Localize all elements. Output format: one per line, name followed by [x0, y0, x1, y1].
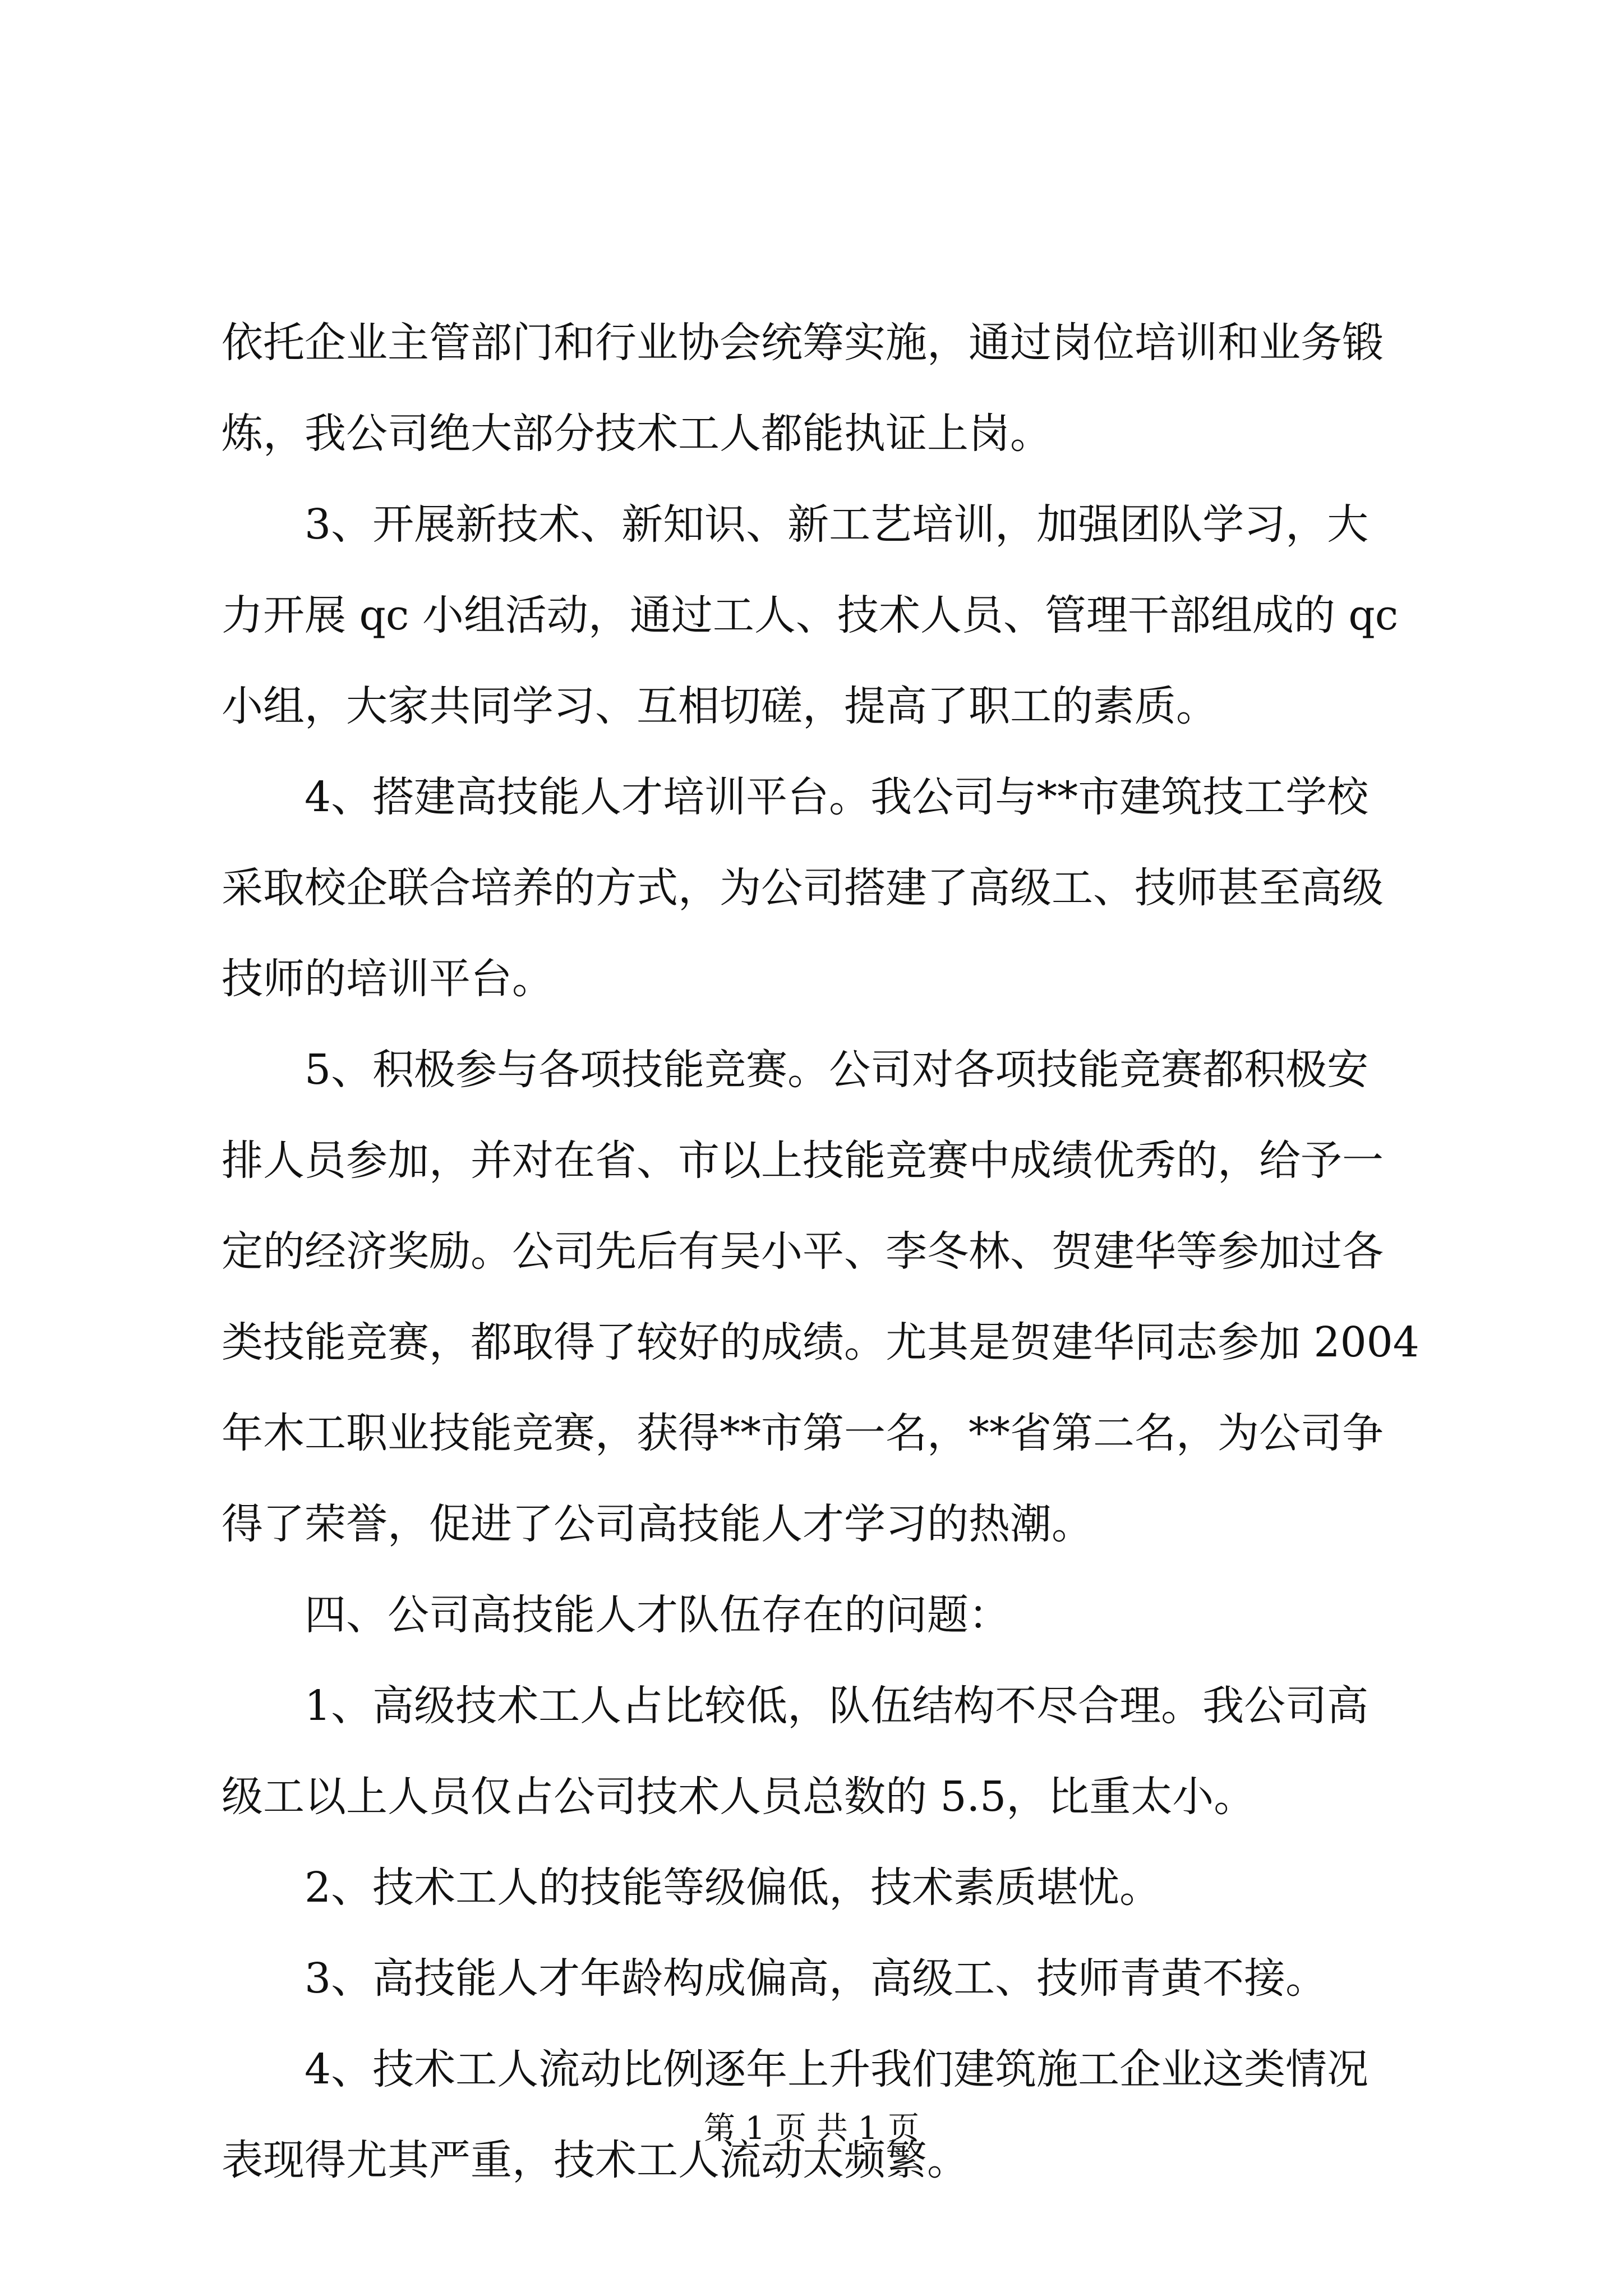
text-line: 采取校企联合培养的方式，为公司搭建了高级工、技师甚至高级 — [222, 864, 1384, 912]
text-line: 类技能竞赛，都取得了较好的成绩。尤其是贺建华同志参加 2004 — [222, 1318, 1419, 1366]
text-line: 1、高级技术工人占比较低，队伍结构不尽合理。我公司高 — [305, 1682, 1369, 1730]
text-line: 2、技术工人的技能等级偏低，技术素质堪忧。 — [305, 1864, 1161, 1912]
text-line: 定的经济奖励。公司先后有吴小平、李冬林、贺建华等参加过各 — [222, 1227, 1384, 1276]
page-footer — [0, 2106, 1623, 2151]
page-number-label: 第 1 页 共 1 页 — [703, 2110, 920, 2147]
document-body — [222, 297, 1427, 2206]
text-line: 3、开展新技术、新知识、新工艺培训，加强团队学习，大 — [305, 500, 1369, 549]
text-line: 4、搭建高技能人才培训平台。我公司与**市建筑技工学校 — [305, 773, 1369, 821]
text-line: 小组，大家共同学习、互相切磋，提高了职工的素质。 — [222, 682, 1218, 730]
text-line: 4、技术工人流动比例逐年上升我们建筑施工企业这类情况 — [305, 2045, 1369, 2093]
text-line: 炼，我公司绝大部分技术工人都能执证上岗。 — [222, 409, 1052, 458]
section-heading: 四、公司高技能人才队伍存在的问题： — [305, 1591, 1010, 1639]
text-line: 得了荣誉，促进了公司高技能人才学习的热潮。 — [222, 1500, 1093, 1548]
text-line: 依托企业主管部门和行业协会统筹实施，通过岗位培训和业务锻 — [222, 319, 1384, 367]
text-line: 技师的培训平台。 — [222, 955, 554, 1003]
text-line: 表现得尤其严重，技术工人流动太频繁。 — [222, 2136, 969, 2184]
text-line: 排人员参加，并对在省、市以上技能竞赛中成绩优秀的，给予一 — [222, 1137, 1384, 1185]
text-line: 5、积极参与各项技能竞赛。公司对各项技能竞赛都积极安 — [305, 1046, 1369, 1094]
text-line: 年木工职业技能竞赛，获得**市第一名，**省第二名，为公司争 — [222, 1409, 1384, 1457]
text-line: 3、高技能人才年龄构成偏高，高级工、技师青黄不接。 — [305, 1954, 1327, 2003]
text-line: 力开展 qc 小组活动，通过工人、技术人员、管理干部组成的 qc — [222, 591, 1399, 639]
text-line: 级工以上人员仅占公司技术人员总数的 5.5，比重太小。 — [222, 1773, 1256, 1821]
